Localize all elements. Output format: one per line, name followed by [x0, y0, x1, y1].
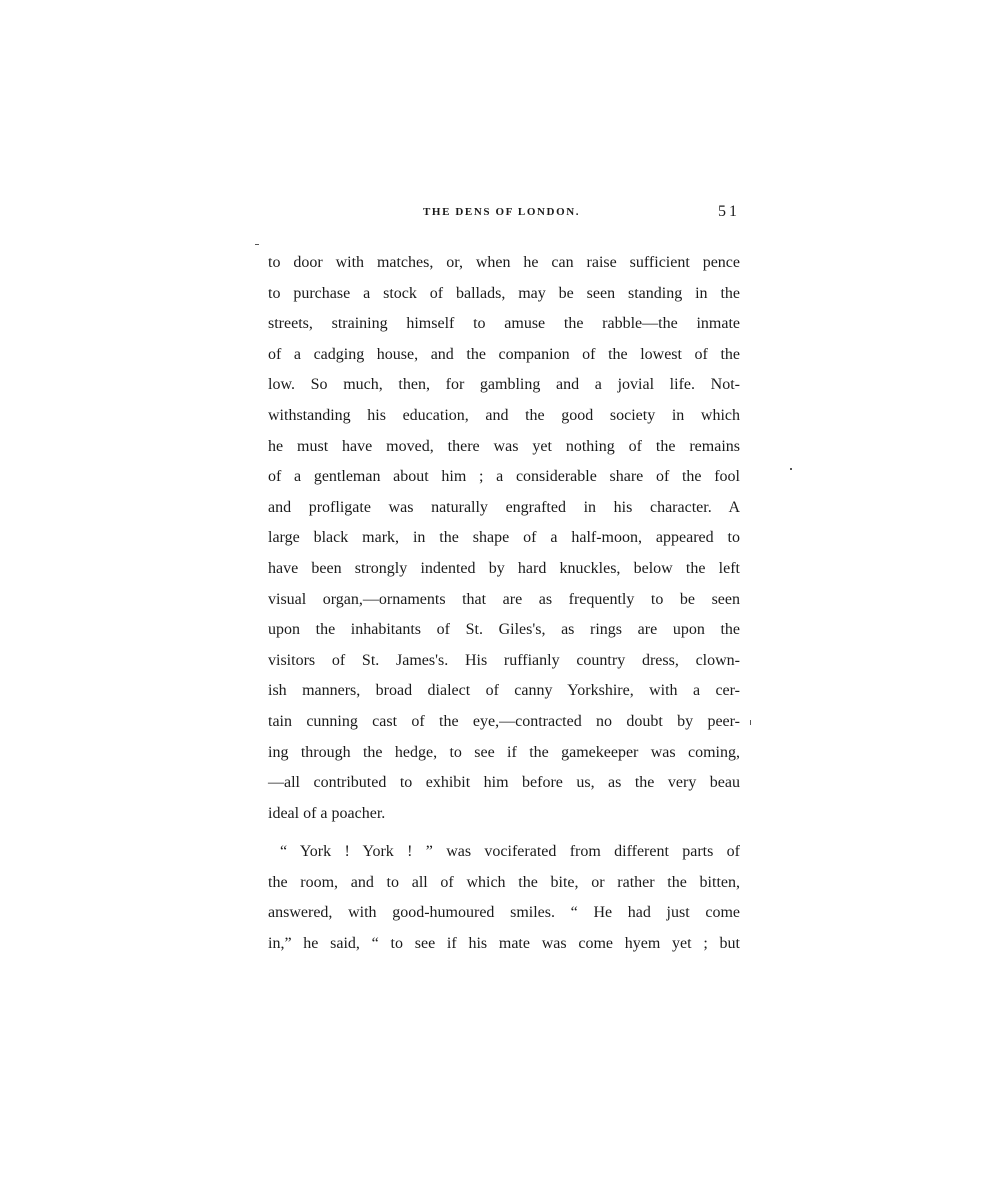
- margin-speck: [255, 244, 259, 245]
- text-line: “ York ! York ! ” was vociferated from different parts of: [280, 843, 740, 861]
- text-line: —all contributed to exhibit him before us, as the very beau: [268, 774, 740, 792]
- text-line: answered, with good-humoured smiles. “ He had just come: [268, 904, 740, 922]
- text-line: of a gentleman about him ; a considerable share of the fool: [268, 468, 740, 486]
- text-line: upon the inhabitants of St. Giles's, as rings are upon the: [268, 621, 740, 639]
- text-line: withstanding his education, and the good society in which: [268, 406, 740, 424]
- text-line: to door with matches, or, when he can raise sufficient pence: [268, 254, 740, 271]
- running-head: [268, 203, 740, 225]
- text-line: visitors of St. James's. His ruffianly country dress, clown-: [268, 651, 740, 669]
- text-line: he must have moved, there was yet nothing of the remains: [268, 437, 740, 455]
- text-line: the room, and to all of which the bite, or rather the bitten,: [268, 873, 740, 891]
- paragraph: [268, 837, 740, 959]
- text-line: and profligate was naturally engrafted in his character. A: [268, 498, 740, 516]
- text-line: ideal of a poacher.: [268, 804, 386, 822]
- page-number: 51: [718, 203, 740, 220]
- paragraph: [268, 248, 740, 829]
- running-title: THE DENS OF LONDON.: [423, 206, 581, 218]
- text-line: ing through the hedge, to see if the gamekeeper was coming,: [268, 743, 740, 761]
- text-line: tain cunning cast of the eye,—contracted no doubt by peer-: [268, 712, 740, 730]
- text-line: of a cadging house, and the companion of the lowest of the: [268, 345, 740, 363]
- text-line: in,” he said, “ to see if his mate was come hyem yet ; but: [268, 935, 740, 953]
- body-text: [268, 248, 740, 960]
- text-line: large black mark, in the shape of a half-moon, appeared to: [268, 529, 740, 547]
- text-line: have been strongly indented by hard knuckles, below the left: [268, 559, 740, 577]
- margin-speck: [750, 720, 751, 725]
- text-line: visual organ,—ornaments that are as frequently to be seen: [268, 590, 740, 608]
- text-line: streets, straining himself to amuse the rabble—the inmate: [268, 315, 740, 333]
- text-line: to purchase a stock of ballads, may be seen standing in the: [268, 284, 740, 302]
- margin-speck: [790, 468, 792, 470]
- text-line: low. So much, then, for gambling and a jovial life. Not-: [268, 376, 740, 394]
- text-line: ish manners, broad dialect of canny Yorkshire, with a cer-: [268, 682, 740, 700]
